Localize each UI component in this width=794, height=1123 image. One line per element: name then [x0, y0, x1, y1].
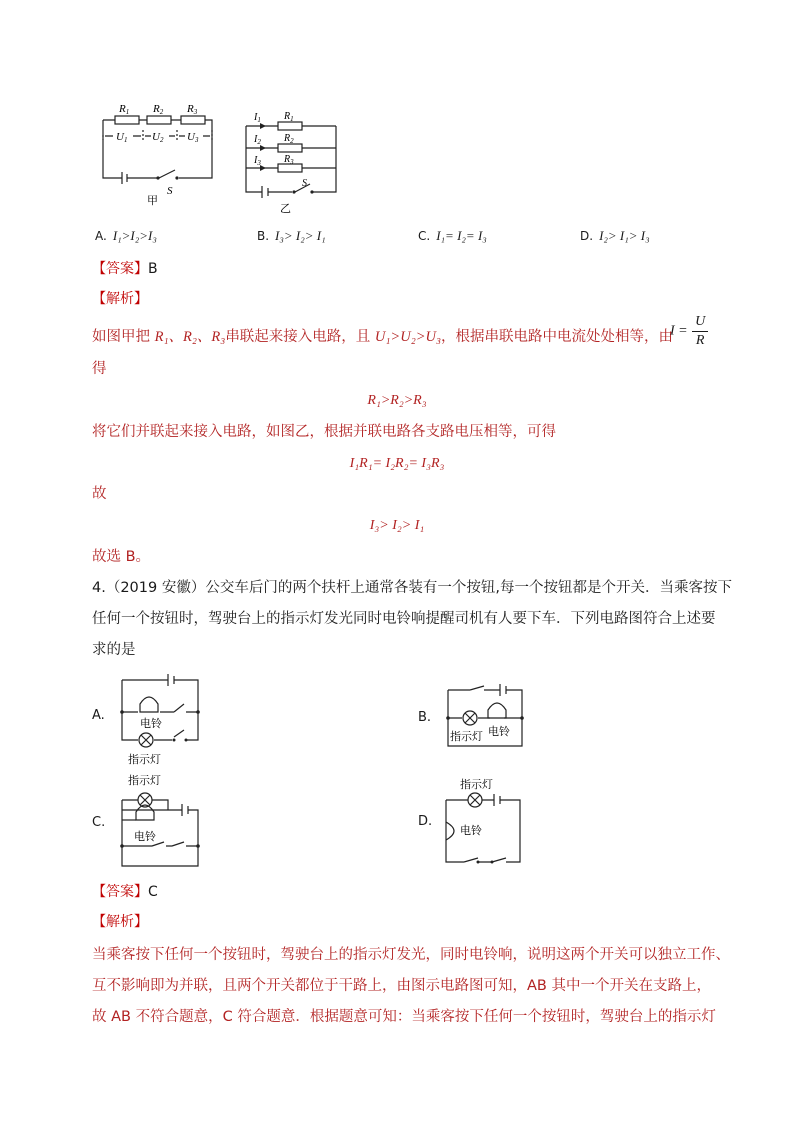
lamp-label: 指示灯: [128, 753, 161, 766]
q3-analysis-line4: 故: [92, 486, 107, 502]
option-c[interactable]: C. I₁= I₂= I₃: [418, 228, 487, 243]
label-i3: $I_3$: [254, 155, 261, 167]
equation-voltage-equal: I₁R₁= I₂R₂= I₃R₃: [349, 456, 445, 471]
label-r2: R2: [153, 103, 164, 116]
bell-label: 电铃: [488, 725, 510, 738]
figure-name-jia: 甲: [147, 194, 158, 207]
equation-resistance-order: R₁>R₂>R₃: [367, 393, 427, 408]
circuit-option-c[interactable]: [112, 770, 212, 870]
q4-answer: 【答案】C: [92, 884, 158, 900]
option-a-label[interactable]: A.: [92, 708, 105, 723]
q3-analysis-heading: 【解析】: [92, 291, 148, 307]
option-d[interactable]: D. I₂> I₁> I₃: [580, 228, 650, 243]
label-r1: $R_1$: [284, 111, 294, 123]
label-r2: $R_2$: [284, 133, 294, 145]
series-circuit-figure: [95, 100, 225, 215]
q4-analysis-line3: 故 AB 不符合题意，C 符合题意．根据题意可知：当乘客按下任何一个按钮时，驾驶台上的指示灯: [92, 1009, 716, 1025]
lamp-label: 指示灯: [128, 774, 161, 787]
circuit-option-a[interactable]: [110, 672, 210, 772]
label-i1: $I_1$: [254, 112, 261, 124]
circuit-option-d[interactable]: [440, 776, 540, 866]
q4-analysis-line1: 当乘客按下任何一个按钮时，驾驶台上的指示灯发光，同时电铃响，说明这两个开关可以独立工作、: [92, 947, 730, 963]
option-b[interactable]: B. I₃> I₂> I₁: [257, 228, 326, 243]
lamp-label: 指示灯: [450, 730, 483, 743]
label-r3: R3: [187, 103, 198, 116]
label-switch-s: S: [167, 185, 173, 197]
q4-analysis-heading: 【解析】: [92, 914, 148, 930]
option-b-label[interactable]: B.: [418, 710, 432, 725]
label-r1: R1: [119, 103, 130, 116]
label-u3: U3: [187, 131, 199, 144]
q3-answer: 【答案】B: [92, 261, 158, 277]
q3-analysis-line2: 得: [92, 361, 107, 377]
q4-stem-line1: 4.（2019 安徽）公交车后门的两个扶杆上通常各装有一个按钮,每一个按钮都是个开关．当乘客按下: [92, 580, 732, 596]
lamp-label: 指示灯: [460, 778, 493, 791]
label-i2: $I_2$: [254, 134, 261, 146]
circuit-option-b[interactable]: [440, 680, 540, 755]
option-a[interactable]: A. I₁>I₂>I₃: [95, 228, 157, 243]
label-r3: $R_3$: [284, 154, 294, 166]
label-u1: U1: [116, 131, 128, 144]
parallel-circuit-figure: [240, 108, 340, 218]
option-c-label[interactable]: C.: [92, 815, 106, 830]
bell-label: 电铃: [134, 830, 156, 843]
bell-label: 电铃: [140, 717, 162, 730]
q3-analysis-line3: 将它们并联起来接入电路，如图乙，根据并联电路各支路电压相等，可得: [92, 424, 556, 440]
equation-current-order: I₃> I₂> I₁: [369, 518, 425, 533]
label-u2: U2: [152, 131, 164, 144]
option-d-label[interactable]: D.: [418, 814, 433, 829]
q3-analysis-line5: 故选 B。: [92, 549, 151, 565]
q3-analysis-line1: 如图甲把 R₁、R₂、R₃串联起来接入电路，且 U₁>U₂>U₃，根据串联电路中电流处处相等，由: [92, 329, 674, 345]
figure-name-yi: 乙: [280, 202, 291, 215]
q4-stem-line3: 求的是: [92, 642, 136, 658]
q4-stem-line2: 任何一个按钮时，驾驶台上的指示灯发光同时电铃响提醒司机有人要下车．下列电路图符合上述要: [92, 611, 716, 627]
bell-label: 电铃: [460, 824, 482, 837]
label-switch-s: S: [302, 178, 307, 189]
ohm-law-formula: I = $\frac{U}{R}$: [670, 313, 708, 350]
q4-analysis-line2: 互不影响即为并联，且两个开关都位于干路上，由图示电路图可知，AB 其中一个开关在支路上，: [92, 978, 711, 994]
